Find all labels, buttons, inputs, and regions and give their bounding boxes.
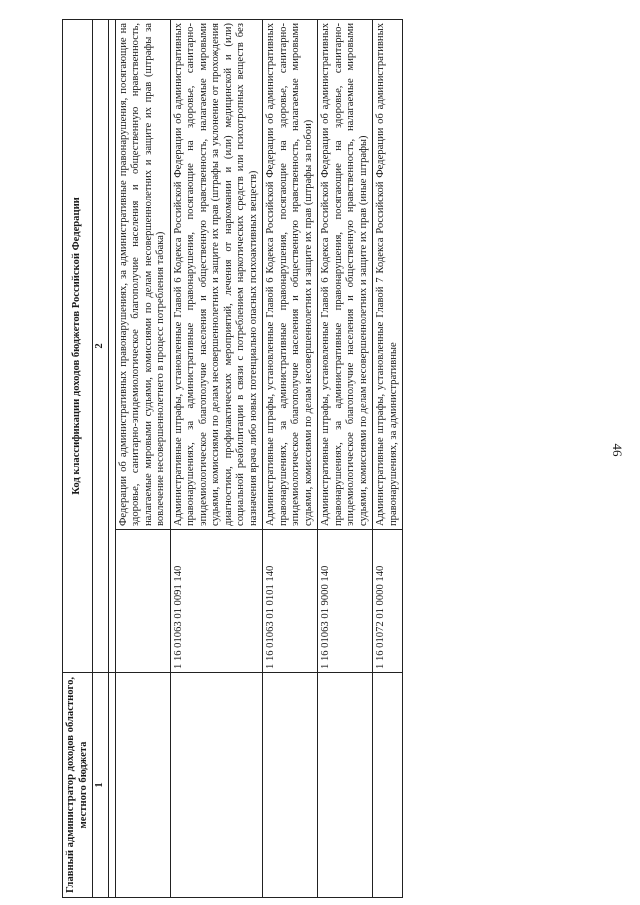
code-cell bbox=[115, 530, 170, 673]
table-row bbox=[170, 20, 263, 898]
revenue-classification-table bbox=[62, 19, 403, 898]
header-code: Код классификации доходов бюджетов Российской Федерации bbox=[63, 20, 93, 673]
code-cell: 1 16 01072 01 0000 140 bbox=[373, 530, 403, 673]
description-cell: Административные штрафы, установленные Главой 6 Кодекса Российской Федерации об административных правонарушениях, за административные правонарушения, посягающие на здоровье, санитарно-эпидемиологическое благополучие населения и общественную нравственность, налагаемые мировыми судьями, комиссиями по делам несовершеннолетних и защите их прав (штрафы за побои) bbox=[263, 20, 318, 530]
table-row bbox=[263, 20, 318, 898]
column-number-row bbox=[93, 20, 109, 898]
header-admin: Главный администратор доходов областного, местного бюджета bbox=[63, 673, 93, 898]
admin-cell bbox=[115, 673, 170, 898]
rotated-table-frame bbox=[62, 20, 604, 898]
code-cell: 1 16 01063 01 0101 140 bbox=[263, 530, 318, 673]
admin-cell bbox=[318, 673, 373, 898]
table-row bbox=[318, 20, 373, 898]
description-cell: Федерации об административных правонарушениях, за административные правонарушения, посягающие на здоровье, санитарно-эпидемиологическое благополучие населения и общественную нравственность, налагаемые мировыми судьями, комиссиями по делам несовершеннолетних и защите их прав (штрафы за вовлечение несовершеннолетнего в процесс потребления табака) bbox=[115, 20, 170, 530]
table-row bbox=[115, 20, 170, 898]
spacer-cell-2 bbox=[108, 20, 115, 673]
column-number-2: 2 bbox=[93, 20, 109, 673]
column-number-1: 1 bbox=[93, 673, 109, 898]
description-cell: Административные штрафы, установленные Главой 7 Кодекса Российской Федерации об административных правонарушениях, за административные bbox=[373, 20, 403, 530]
spacer-row bbox=[108, 20, 115, 898]
header-row bbox=[63, 20, 93, 898]
spacer-cell-1 bbox=[108, 673, 115, 898]
table-row bbox=[373, 20, 403, 898]
admin-cell bbox=[263, 673, 318, 898]
table-holder bbox=[62, 20, 604, 898]
code-cell: 1 16 01063 01 0091 140 bbox=[170, 530, 263, 673]
description-cell: Административные штрафы, установленные Главой 6 Кодекса Российской Федерации об административных правонарушениях, за административные правонарушения, посягающие на здоровье, санитарно-эпидемиологическое благополучие населения и общественную нравственность, налагаемые мировыми судьями, комиссиями по делам несовершеннолетних и защите их прав (штрафы за уклонение от прохождения диагностики, профилактических мероприятий, лечения от наркомании и (или) медицинской и (или) социальной реабилитации в связи с потреблением наркотических средств или психотропных веществ без назначения врача либо новых потенциально опасных психоактивных веществ) bbox=[170, 20, 263, 530]
page-number: 46 bbox=[610, 443, 625, 457]
admin-cell bbox=[373, 673, 403, 898]
admin-cell bbox=[170, 673, 263, 898]
description-cell: Административные штрафы, установленные Главой 6 Кодекса Российской Федерации об административных правонарушениях, за административные правонарушения, посягающие на здоровье, санитарно-эпидемиологическое благополучие населения и общественную нравственность, налагаемые мировыми судьями, комиссиями по делам несовершеннолетних и защите их прав (иные штрафы) bbox=[318, 20, 373, 530]
code-cell: 1 16 01063 01 9000 140 bbox=[318, 530, 373, 673]
